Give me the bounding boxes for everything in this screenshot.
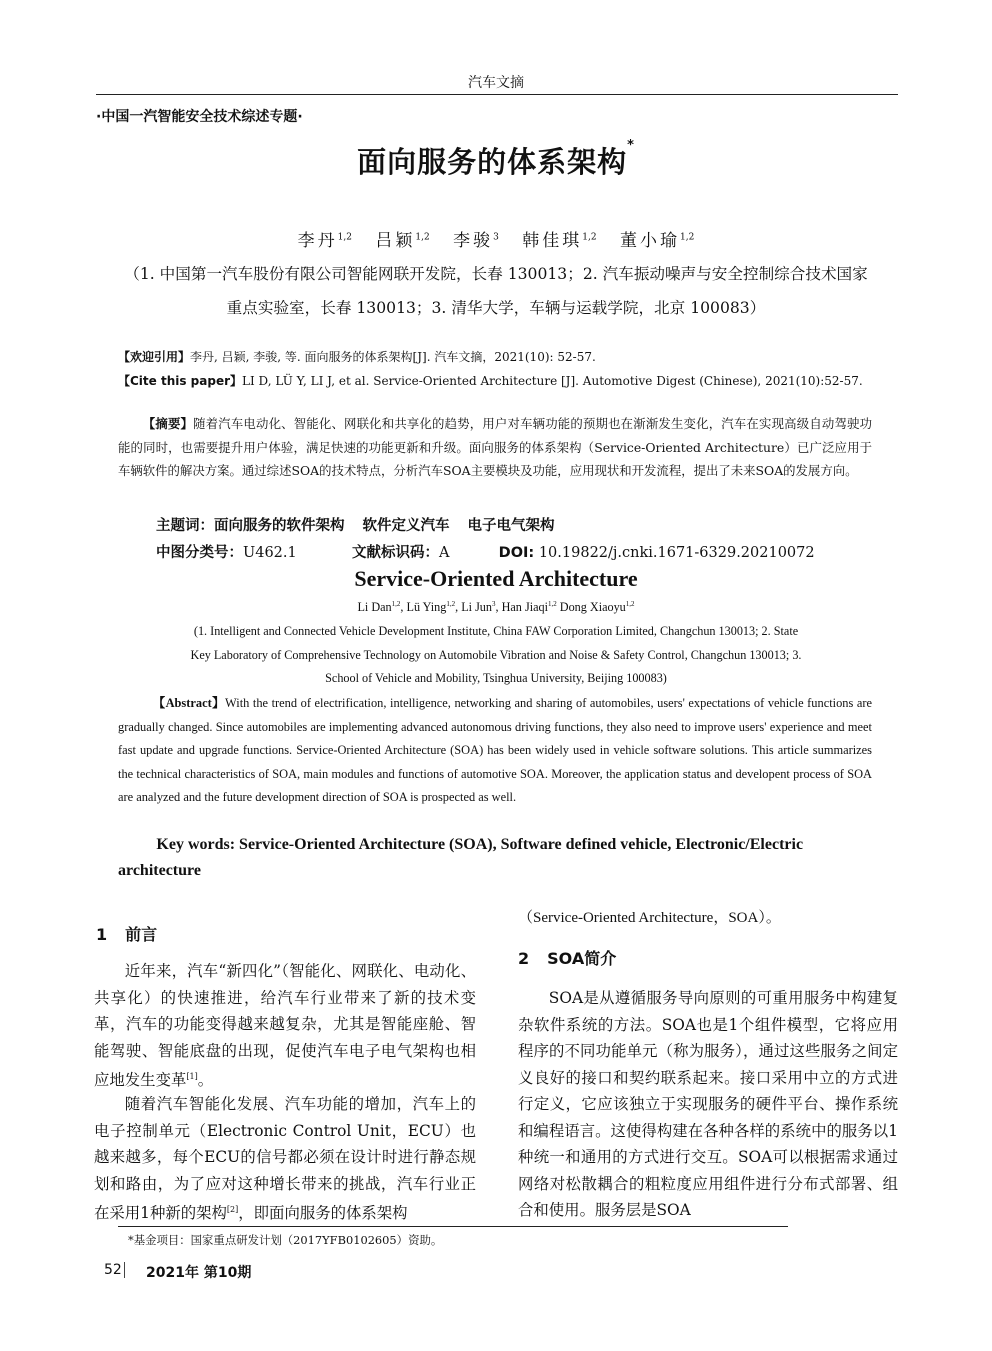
section2-paragraph: SOA是从遵循服务导向原则的可重用服务中构建复杂软件系统的方法。SOA也是1个组件模型，它将应用程序的不同功能单元（称为服务），通过这些服务之间定义良好的接口和契约联系起来。接口采用中立的方式进行定义，它应该独立于实现服务的硬件平台、操作系统和编程语言。这使得构建在各种各样的系统中的服务以1种统一和通用的方式进行交互。SOA可以根据需求通过网络对松散耦合的粗粒度应用组件进行分布式部署、组合和使用。服务层是SOA [518,989,898,1219]
english-title: Service-Oriented Architecture [354,566,638,591]
column-tag: ·中国一汽智能安全技术综述专题· [96,109,303,125]
citation-text: 李丹, 吕颖, 李骏, 等. 面向服务的体系架构[J]. 汽车文摘，2021(10): 52-57. [190,350,596,364]
author [560,600,635,614]
keywords-text: Service-Oriented Architecture (SOA), Software defined vehicle, Electronic/Electric architecture [118,836,804,879]
footer-divider [124,1262,125,1278]
paragraph-text: 。 [197,1071,214,1090]
author-name: 李骏 [453,231,494,251]
reference-mark: [1] [186,1072,198,1081]
author-name: 李丹 [297,231,338,251]
author [407,600,456,614]
document-code-label: 文献标识码： [351,545,439,561]
abstract-text: With the trend of electrification, intelligence, networking and sharing of automobiles, users' expectations of vehicle functions are gradually changed. Since automobiles are implementing advanced autonomous driving functions, they also need to improve users' experience and meet fast update and upgrade functions. Service-Oriented Architecture (SOA) has been widely used in vehicle software solutions. This article summarizes the technical characteristics of SOA, main modules and functions of automotive SOA. Moreover, the application status and developent process of SOA are analyzed and the future development direction of SOA is prospected as well. [118,696,872,805]
english-affiliation-line: (1. Intelligent and Connected Vehicle Development Institute, China FAW Corporation Limited, Changchun 130013; 2. State [193,624,799,638]
header-rule [96,94,898,95]
chinese-keywords [156,514,555,535]
author [522,231,596,251]
title-footnote-mark: * [627,138,635,153]
doi-value: 10.19822/j.cnki.1671-6329.20210072 [538,545,815,561]
section-number: 2 [518,949,530,968]
author [502,600,557,614]
author-name: Li Dan [357,600,392,615]
section-title: SOA简介 [547,949,617,968]
author-name: Lü Ying [406,600,447,615]
citation-english [118,372,863,389]
author-affiliation-mark: 3 [493,232,499,243]
clc-label: 中图分类号： [156,545,243,561]
keywords-label: 主题词： [156,518,214,534]
author-affiliation-mark: 3 [492,600,496,608]
issue-label: 2021年 第10期 [146,1265,252,1281]
paragraph-text: ，即面向服务的体系架构 [238,1204,408,1223]
section1-paragraph [94,1091,476,1227]
author-affiliation-mark: 1,2 [415,232,430,243]
section1-paragraph [94,958,476,1094]
footnote: *基金项目：国家重点研发计划（2017YFB0102605）资助。 [128,1233,443,1247]
english-affiliation-line: Key Laboratory of Comprehensive Technology on Automobile Vibration and Noise & Safety Control, Changchun 130013; 3. [190,648,802,662]
author-affiliation-mark: 1,2 [680,232,695,243]
author-affiliation-mark: 1,2 [391,600,401,608]
keyword: 面向服务的软件架构 [214,518,345,534]
clc-value: U462.1 [243,545,297,561]
author [620,231,694,251]
author [461,600,495,614]
section-heading [96,922,157,945]
abstract-label: 【Abstract】 [152,696,226,710]
chinese-affiliation-line: 重点实验室，长春 130013；3. 清华大学，车辆与运载学院，北京 100083） [226,299,766,317]
author [298,231,352,251]
author-name: Li Jun [461,600,492,615]
author [375,231,429,251]
author [453,231,499,251]
author-name: Dong Xiaoyu [559,600,626,615]
citation-text: LI D, LÜ Y, LI J, et al. Service-Oriented Architecture [J]. Automotive Digest (Chinese), 2021(10):52-57. [242,374,863,388]
section-number: 1 [96,925,108,944]
author-name: 韩佳琪 [522,231,583,251]
author-name: Han Jiaqi [501,600,548,615]
english-abstract [118,692,872,810]
keywords-label: Key words: [156,836,236,853]
author-affiliation-mark: 1,2 [337,232,352,243]
citation-label: 【Cite this paper】 [118,374,243,388]
chinese-title [0,140,992,181]
journal-header: 汽车文摘 [468,75,524,91]
citation-chinese [118,348,596,365]
classification-line [156,541,815,562]
chinese-abstract [118,412,872,483]
keyword: 软件定义汽车 [362,518,450,534]
author-affiliation-mark: 1,2 [547,600,557,608]
english-keywords [118,832,872,884]
keyword: 电子电气架构 [467,518,555,534]
english-affiliation-line: School of Vehicle and Mobility, Tsinghua University, Beijing 100083) [325,671,667,685]
author-name: 董小瑜 [620,231,680,251]
title-text: 面向服务的体系架构 [357,145,628,179]
section-heading [518,946,616,969]
column-continuation: （Service-Oriented Architecture，SOA）。 [518,910,781,926]
abstract-label: 【摘要】 [142,416,194,431]
document-code-value: A [438,545,450,561]
author-affiliation-mark: 1,2 [446,600,456,608]
citation-label: 【欢迎引用】 [118,350,191,364]
chinese-affiliation-line: （1. 中国第一汽车股份有限公司智能网联开发院，长春 130013；2. 汽车振动噪声与安全控制综合技术国家 [124,265,868,283]
author-name: 吕颖 [375,231,416,251]
footnote-rule [118,1226,788,1227]
doi-label: DOI: [498,545,535,561]
paragraph-text: 近年来，汽车“新四化”（智能化、网联化、电动化、共享化）的快速推进，给汽车行业带来了新的技术变革，汽车的功能变得越来越复杂，尤其是智能座舱、智能驾驶、智能底盘的出现，促使汽车电子电气架构也相应地发生变革 [94,962,476,1090]
abstract-text: 随着汽车电动化、智能化、网联化和共享化的趋势，用户对车辆功能的预期也在渐渐发生变化，汽车在实现高级自动驾驶功能的同时，也需要提升用户体验，满足快速的功能更新和升级。面向服务的体系架构（Service-Oriented Architecture）已广泛应用于车辆软件的解决方案。通过综述SOA的技术特点，分析汽车SOA主要模块及功能，应用现状和开发流程，提出了未来SOA的发展方向。 [118,416,873,478]
reference-mark: [2] [226,1205,239,1214]
author-affiliation-mark: 1,2 [582,232,597,243]
paragraph-text: 随着汽车智能化发展、汽车功能的增加，汽车上的电子控制单元（Electronic Control Unit，ECU）也越来越多，每个ECU的信号都必须在设计时进行静态规划和路由，为了应对这种增长带来的挑战，汽车行业正在采用1种新的架构 [94,1095,476,1223]
section-title: 前言 [125,925,158,944]
english-authors: Li Dan$^{1,2}$, Lü Ying$^{1,2}$, Li Jun$^3$, Han Jiaqi$^{1,2}$ Dong Xiaoyu$^{1,2}$ [357,600,635,615]
author [357,600,400,614]
author-affiliation-mark: 1,2 [625,600,635,608]
chinese-authors [0,226,992,251]
page-number: 52 [104,1262,122,1278]
